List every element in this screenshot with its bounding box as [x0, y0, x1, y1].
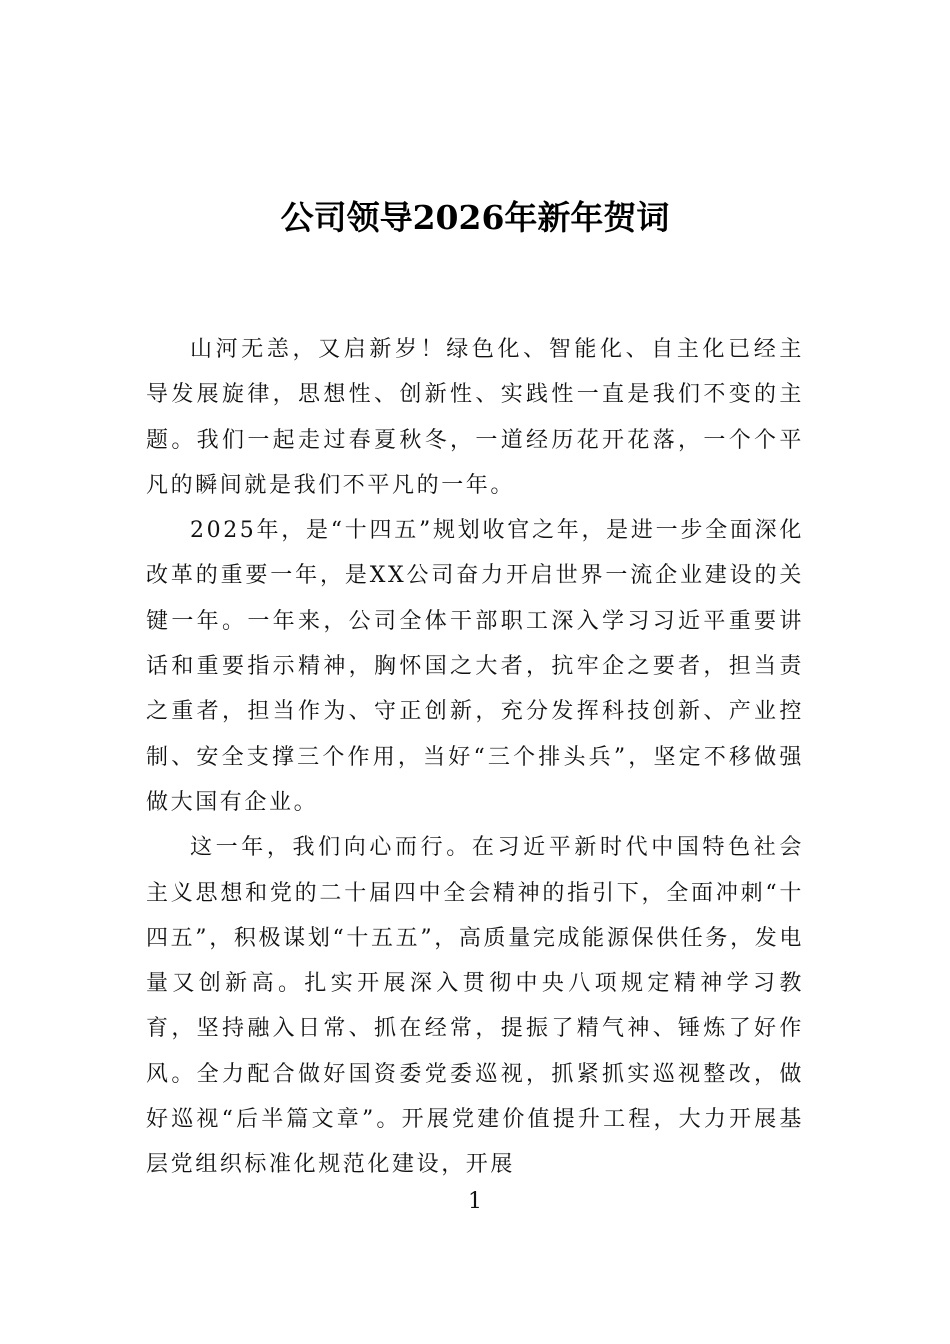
paragraph-2: 2025年，是“十四五”规划收官之年，是进一步全面深化改革的重要一年，是XX公司奋力开启世界一流企业建设的关键一年。一年来，公司全体干部职工深入学习习近平重要讲话和重要指示精神，胸怀国之大者，抗牢企之要者，担当责之重者，担当作为、守正创新，充分发挥科技创新、产业控制、安全支撑三个作用，当好“三个排头兵”，坚定不移做强做大国有企业。 — [146, 518, 804, 815]
document-title: 公司领导2026年新年贺词 — [280, 198, 670, 237]
paragraph-1: 山河无恙，又启新岁！绿色化、智能化、自主化已经主导发展旋律，思想性、创新性、实践性一直是我们不变的主题。我们一起走过春夏秋冬，一道经历花开花落，一个个平凡的瞬间就是我们不平凡的一年。 — [146, 337, 804, 498]
paragraph-3: 这一年，我们向心而行。在习近平新时代中国特色社会主义思想和党的二十届四中全会精神的指引下，全面冲刺“十四五”，积极谋划“十五五”，高质量完成能源保供任务，发电量又创新高。扎实开展深入贯彻中央八项规定精神学习教育，坚持融入日常、抓在经常，提振了精气神、锤炼了好作风。全力配合做好国资委党委巡视，抓紧抓实巡视整改，做好巡视“后半篇文章”。开展党建价值提升工程，大力开展基层党组织标准化规范化建设，开展 — [146, 835, 804, 1178]
document-body — [146, 327, 804, 1188]
page-number: 1 — [468, 1189, 482, 1214]
